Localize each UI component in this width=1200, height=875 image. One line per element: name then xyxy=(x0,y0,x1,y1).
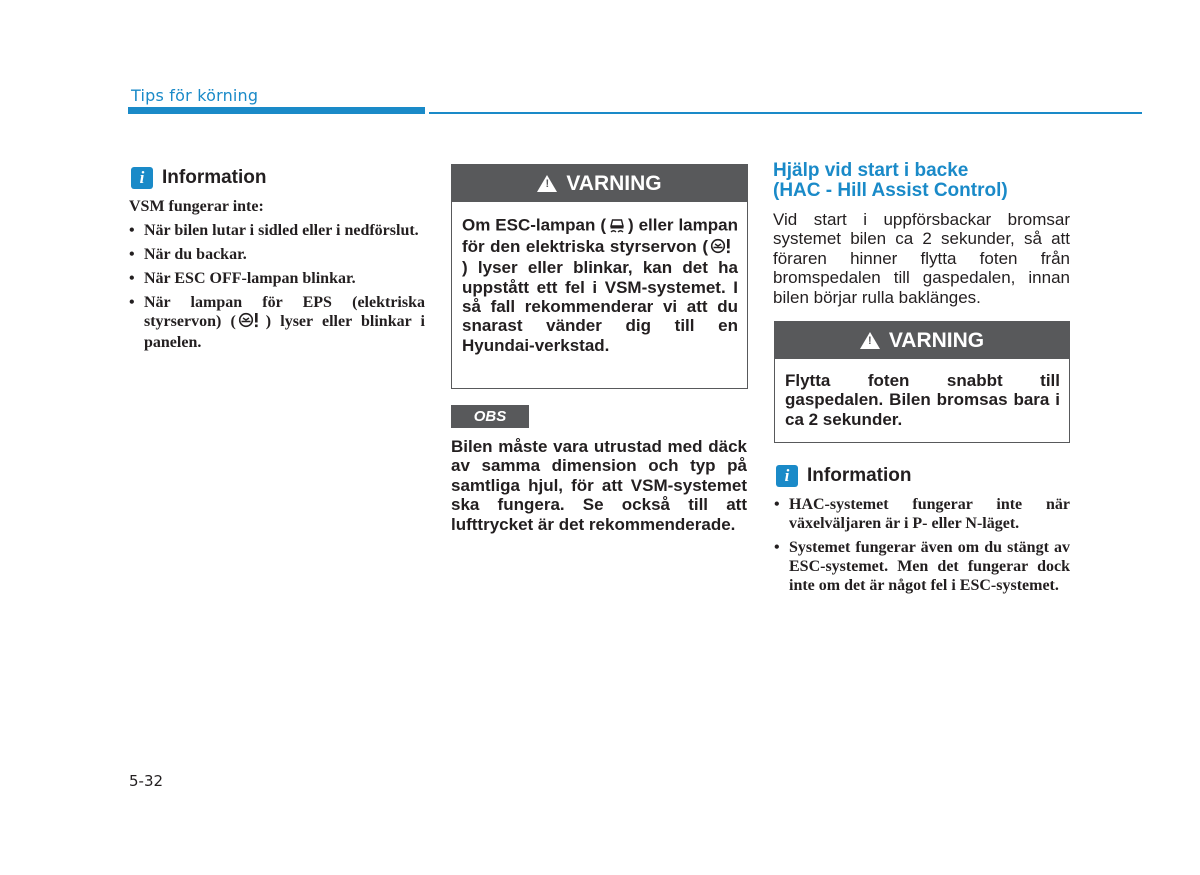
section-title xyxy=(773,161,1073,201)
info-bullet-list xyxy=(129,221,425,352)
section-title-line-2: (HAC - Hill Assist Control) xyxy=(773,180,1008,201)
info-heading-right xyxy=(776,465,912,487)
list-item: • Systemet fungerar även om du stängt av ESC-systemet. Men det fungerar dock inte om det är något fel i ESC-systemet. xyxy=(774,538,1070,595)
bullet-text-b: ) lyser eller blinkar i panelen. xyxy=(144,313,425,351)
header-rule xyxy=(429,112,1142,114)
section-title-line-1: Hjälp vid start i backe xyxy=(773,160,969,181)
page-number: 5-32 xyxy=(129,772,164,790)
header-accent-bar xyxy=(128,107,425,114)
list-item: • När du backar. xyxy=(129,245,425,264)
info-bullet-list xyxy=(774,495,1070,595)
warning-label: VARNING xyxy=(888,328,985,352)
list-item: • När bilen lutar i sidled eller i nedförslut. xyxy=(129,221,425,240)
left-info-body xyxy=(129,197,425,357)
warning-text-3: ) lyser eller blinkar, kan det ha uppstått ett fel i VSM-systemet. I så fall rekommenderar vi att du snarast vänder dig till en Hyundai-verkstad. xyxy=(462,258,738,355)
obs-label: OBS xyxy=(451,405,529,428)
warning-body xyxy=(452,202,747,355)
info-icon: i xyxy=(776,465,798,487)
section-header-title: Tips för körning xyxy=(131,86,259,105)
warning-box-hac xyxy=(774,321,1070,443)
info-heading-left xyxy=(131,167,267,189)
right-info-body xyxy=(774,495,1070,600)
warning-triangle-icon: ! xyxy=(537,175,557,192)
warning-text-2: ) eller lampan för den elektriska styrservon ( xyxy=(462,215,738,257)
warning-header xyxy=(775,322,1069,359)
eps-lamp-icon xyxy=(710,238,736,258)
obs-text: Bilen måste vara utrustad med däck av samma dimension och typ på samtliga hjul, för att VSM-systemet ska fungera. Se också till att lufttrycket är det rekommenderade. xyxy=(451,437,747,534)
warning-header xyxy=(452,165,747,202)
info-icon: i xyxy=(131,167,153,189)
warning-text-1: Om ESC-lampan ( xyxy=(462,215,606,235)
warning-triangle-icon: ! xyxy=(860,332,880,349)
info-intro: VSM fungerar inte: xyxy=(129,198,264,215)
list-item xyxy=(129,293,425,352)
esc-lamp-icon xyxy=(608,215,626,237)
warning-label: VARNING xyxy=(566,171,662,195)
section-body: Vid start i uppförsbackar bromsar systemet bilen ca 2 sekunder, så att föraren hinner flytta foten från bromspedalen till gaspedalen, innan bilen börjar rulla baklänges. xyxy=(773,210,1070,307)
warning-box-esc xyxy=(451,164,748,389)
eps-lamp-icon xyxy=(238,312,264,333)
info-heading-label: Information xyxy=(162,167,267,188)
warning-body: Flytta foten snabbt till gaspedalen. Bilen bromsas bara i ca 2 sekunder. xyxy=(785,371,1060,429)
bullet-text-a: När lampan för EPS (elektriska styrservon) ( xyxy=(144,294,425,331)
list-item: • När ESC OFF-lampan blinkar. xyxy=(129,269,425,288)
info-heading-label: Information xyxy=(807,465,912,486)
list-item: • HAC-systemet fungerar inte när växelväljaren är i P- eller N-läget. xyxy=(774,495,1070,533)
